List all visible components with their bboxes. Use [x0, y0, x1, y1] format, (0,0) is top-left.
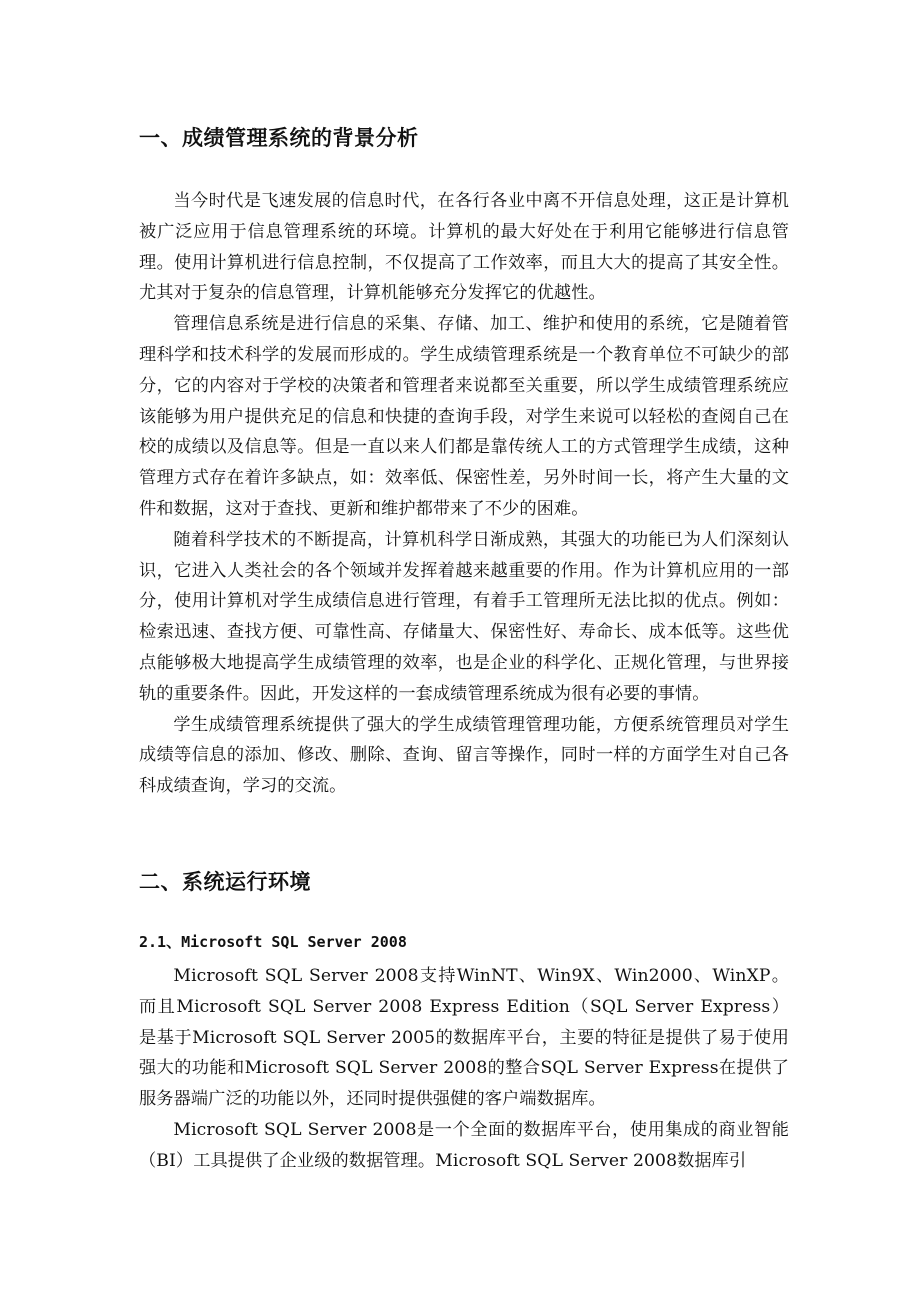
section1-paragraph-1: 当今时代是飞速发展的信息时代，在各行各业中离不开信息处理，这正是计算机被广泛应用于信息管理系统的环境。计算机的最大好处在于利用它能够进行信息管理。使用计算机进行信息控制，不仅提高了工作效率，而且大大的提高了其安全性。尤其对于复杂的信息管理，计算机能够充分发挥它的优越性。 — [139, 191, 789, 304]
section1-heading: 一、成绩管理系统的背景分析 — [139, 126, 419, 150]
section1-body — [139, 186, 789, 802]
section1-paragraph-4: 学生成绩管理系统提供了强大的学生成绩管理管理功能，方便系统管理员对学生成绩等信息的添加、修改、删除、查询、留言等操作，同时一样的方面学生对自己各科成绩查询，学习的交流。 — [139, 714, 789, 797]
section2-paragraph-2: Microsoft SQL Server 2008是一个全面的数据库平台，使用集成的商业智能（BI）工具提供了企业级的数据管理。Microsoft SQL Server 2008数据库引 — [139, 1119, 789, 1171]
section1-paragraph-2: 管理信息系统是进行信息的采集、存储、加工、维护和使用的系统，它是随着管理科学和技术科学的发展而形成的。学生成绩管理系统是一个教育单位不可缺少的部分，它的内容对于学校的决策者和管理者来说都至关重要，所以学生成绩管理系统应该能够为用户提供充足的信息和快捷的查询手段，对学生来说可以轻松的查阅自己在校的成绩以及信息等。但是一直以来人们都是靠传统人工的方式管理学生成绩，这种管理方式存在着许多缺点，如：效率低、保密性差，另外时间一长，将产生大量的文件和数据，这对于查找、更新和维护都带来了不少的困难。 — [139, 314, 789, 519]
section2-body — [139, 961, 789, 1177]
section2-subheading: 2.1、Microsoft SQL Server 2008 — [139, 933, 407, 951]
section2-paragraph-1: Microsoft SQL Server 2008支持WinNT、Win9X、Win2000、WinXP。而且Microsoft SQL Server 2008 Express Edition（SQL Server Express）是基于Microsoft SQL Server 2005的数据库平台，主要的特征是提供了易于使用强大的功能和Microsoft SQL Server 2008的整合SQL Server Express在提供了服务器端广泛的功能以外，还同时提供强健的客户端数据库。 — [139, 966, 789, 1110]
section2-heading: 二、系统运行环境 — [139, 870, 311, 894]
section1-paragraph-3: 随着科学技术的不断提高，计算机科学日渐成熟，其强大的功能已为人们深刻认识，它进入人类社会的各个领域并发挥着越来越重要的作用。作为计算机应用的一部分，使用计算机对学生成绩信息进行管理，有着手工管理所无法比拟的优点。例如：检索迅速、查找方便、可靠性高、存储量大、保密性好、寿命长、成本低等。这些优点能够极大地提高学生成绩管理的效率，也是企业的科学化、正规化管理，与世界接轨的重要条件。因此，开发这样的一套成绩管理系统成为很有必要的事情。 — [139, 529, 789, 704]
